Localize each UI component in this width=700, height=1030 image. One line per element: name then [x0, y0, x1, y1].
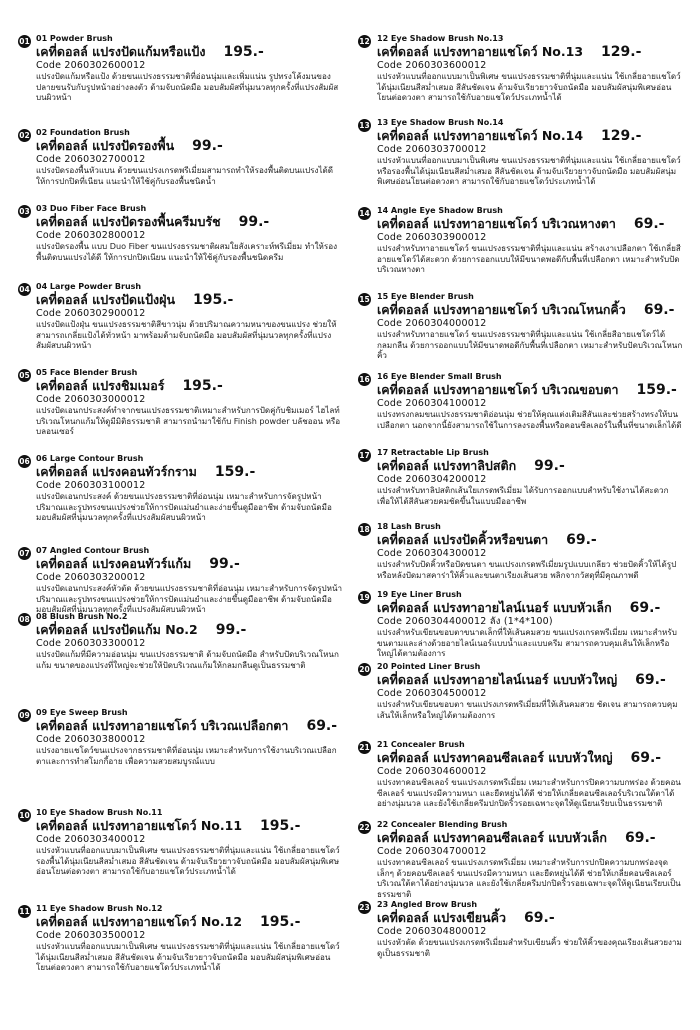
product-code: Code 2060302700012: [36, 154, 146, 165]
product-english-name: 11 Eye Shadow Brush No.12: [36, 904, 163, 913]
product-thai-name: เคที่ดอลล์ แปรงทาอายแชโดว์ No.13: [377, 44, 584, 59]
item-number-badge: 05: [19, 371, 30, 380]
product-item: [358, 206, 684, 275]
product-title-row: [36, 818, 343, 834]
product-code: Code 2060304700012: [377, 846, 487, 857]
product-title-row: [377, 382, 684, 398]
product-description: แปรงอายแชโดว์ขนแปรงจากธรรมชาติที่อ่อนนุ่ม เหมาะสำหรับการใช้งานบริเวณเปลือกตาและการทำสโมกกี้อาย เพื่อความสวยสมบูรณ์แบบ: [36, 745, 337, 766]
item-number-badge: 10: [19, 811, 30, 820]
product-price: 69.-: [643, 302, 675, 318]
product-thai-name: เคที่ดอลล์ แปรงทาอายแชโดว์ No.12: [36, 914, 243, 929]
product-code: Code 2060303800012: [36, 734, 146, 745]
item-number-badge: 08: [19, 615, 30, 624]
product-body: [377, 34, 684, 103]
product-thai-name: เคที่ดอลล์ แปรงทาอายแชโดว์ บริเวณโหนกคิ้ว: [377, 302, 626, 317]
product-price: 69.-: [524, 910, 555, 926]
product-english-name: 14 Angle Eye Shadow Brush: [377, 206, 503, 215]
product-body: [36, 708, 343, 766]
item-number-badge: 01: [19, 37, 30, 46]
product-code: Code 2060302600012: [36, 60, 146, 71]
product-code: Code 2060304000012: [377, 318, 487, 329]
product-title-row: [36, 622, 343, 638]
product-body: [377, 292, 684, 361]
product-price: 69.-: [630, 750, 662, 766]
product-code: Code 2060303000012: [36, 394, 146, 405]
product-description: แปรงปัดเอนกประสงค์หัวตัด ด้วยขนแปรงธรรมชาติที่อ่อนนุ่ม เหมาะสำหรับการจัดรูปหน้า ปริมาณและรูปทรงขนแปรงช่วยให้การปัดแม่นยำและง่ายขึ้นดูมืออาชีพ ด้ามจับถนัดมือ มอบสัมผัสที่นุ่มนวลทุกครั้งที่แปรงสัมผัสบนผิวหน้า: [36, 583, 343, 615]
product-code: Code 2060303500012: [36, 930, 146, 941]
product-title-row: [377, 672, 684, 688]
item-number-badge: 14: [359, 209, 370, 218]
item-number-badge: 21: [359, 743, 370, 752]
product-title-row: [377, 458, 684, 474]
product-title-row: [36, 556, 343, 572]
product-title-row: [36, 138, 343, 154]
item-number-badge: 06: [19, 457, 30, 466]
product-item: [358, 900, 684, 958]
product-description: แปรงปัดแก้มที่มีความอ่อนนุ่ม ขนแปรงธรรมชาติ ด้ามจับถนัดมือ สำหรับปัดบริเวณโหนกแก้ม ขนาดของแปรงที่ใหญ่จะช่วยให้ปัดบริเวณแก้มให้กลมกลืนดูเป็นธรรมชาติ: [36, 649, 339, 670]
product-price: 159.-: [214, 464, 256, 480]
product-price: 69.-: [306, 718, 338, 734]
product-title-row: [36, 464, 343, 480]
product-english-name: 05 Face Blender Brush: [36, 368, 138, 377]
product-english-name: 07 Angled Contour Brush: [36, 546, 150, 555]
product-code: Code 2060304500012: [377, 688, 487, 699]
product-thai-name: เคที่ดอลล์ แปรงคอนทัวร์แก้ม: [36, 556, 192, 571]
product-thai-name: เคที่ดอลล์ แปรงทาลิปสติก: [377, 458, 517, 473]
product-item: [358, 448, 684, 506]
product-description: แปรงสำหรับเขียนขอบตา ขนแปรงเกรดพรีเมี่ยมที่ให้เส้นคมสวย ชัดเจน สามารถควบคุมเส้นให้เล็กหรือใหญ่ได้ตามต้องการ: [377, 699, 678, 720]
product-description: แปรงสำหรับทาลิปสติกเส้นใยเกรดพรีเมี่ยม ได้รับการออกแบบสำหรับใช้งานได้สะดวก เพื่อให้ได้สีสันสวยคมชัดขึ้นในแบบมืออาชีพ: [377, 485, 669, 506]
product-code: Code 2060304400012 ลัง (1*4*100): [377, 616, 553, 627]
product-thai-name: เคที่ดอลล์ แปรงปัดรองพื้น: [36, 138, 175, 153]
product-thai-name: เคที่ดอลล์ แปรงทาอายไลน์เนอร์ แบบหัวใหญ่: [377, 672, 618, 687]
product-price: 99.-: [215, 622, 247, 638]
product-english-name: 16 Eye Blender Small Brush: [377, 372, 502, 381]
product-thai-name: เคที่ดอลล์ แปรงปัดแป้งฝุ่น: [36, 292, 175, 307]
product-item: [358, 740, 684, 809]
product-item: [358, 292, 684, 361]
product-english-name: 01 Powder Brush: [36, 34, 113, 43]
product-thai-name: เคที่ดอลล์ แปรงทาอายแชโดว์ บริเวณเปลือกตา: [36, 718, 289, 733]
product-price: 99.-: [209, 556, 240, 572]
item-number-badge: 22: [359, 823, 370, 832]
product-title-row: [377, 910, 684, 926]
product-item: [18, 282, 343, 351]
product-item: [358, 118, 684, 187]
product-title-row: [377, 302, 684, 318]
product-item: [358, 590, 684, 659]
product-price: 69.-: [566, 532, 597, 548]
product-price: 195.-: [260, 914, 301, 930]
product-body: [377, 662, 684, 720]
product-body: [377, 820, 684, 899]
item-number-badge: 18: [359, 525, 370, 534]
product-description: แปรงสำหรับเขียนขอบตาขนาดเล็กที่ให้เส้นคมสวย ขนแปรงเกรดพรีเมี่ยม เหมาะสำหรับขนตามและล่างด้วยอายไลน์เนอร์แบบน้ำและแบบครีม สามารถควบคุมเส้นให้เล็กหรือใหญ่ได้ตามต้องการ: [377, 627, 677, 659]
product-item: [18, 454, 343, 523]
product-title-row: [377, 44, 684, 60]
product-price: 129.-: [601, 44, 642, 60]
product-price: 69.-: [633, 216, 665, 232]
product-description: แปรงปัดรองพื้น แบบ Duo Fiber ขนแปรงธรรมชาติผสมใยสังเคราะห์พรีเมี่ยม ทำให้รองพื้นติดบนแปรงได้ดี ให้การปกปิดเนียน แนะนำให้ใช้คู่กับรองพื้นชนิดครีม: [36, 241, 338, 262]
product-english-name: 20 Pointed Liner Brush: [377, 662, 481, 671]
product-english-name: 22 Concealer Blending Brush: [377, 820, 508, 829]
product-code: Code 2060304200012: [377, 474, 487, 485]
product-body: [36, 368, 343, 437]
product-item: [358, 820, 684, 899]
product-english-name: 17 Retractable Lip Brush: [377, 448, 489, 457]
product-body: [36, 904, 343, 973]
item-number-badge: 13: [359, 121, 370, 130]
product-english-name: 08 Blush Brush No.2: [36, 612, 128, 621]
product-thai-name: เคที่ดอลล์ แปรงเขียนคิ้ว: [377, 910, 507, 925]
product-price: 195.-: [223, 44, 264, 60]
product-english-name: 10 Eye Shadow Brush No.11: [36, 808, 163, 817]
product-body: [36, 204, 343, 262]
product-body: [377, 590, 684, 659]
product-price: 195.-: [182, 378, 223, 394]
product-description: แปรงปัดแก้มหรือแป้ง ด้วยขนแปรงธรรมชาติที่อ่อนนุ่มและเพิ่มแน่น รูปทรงโค้งมนของปลายขนรับกับรูปหน้าอย่างลงตัว ด้ามจับถนัดมือ มอบสัมผัสที่นุ่มนวลทุกครั้งที่แปรงสัมผัสบนผิวหน้า: [36, 71, 339, 103]
item-number-badge: 17: [359, 451, 370, 460]
product-title-row: [377, 600, 684, 616]
product-thai-name: เคที่ดอลล์ แปรงทาอายแชโดว์ No.14: [377, 128, 584, 143]
item-number-badge: 15: [359, 295, 370, 304]
product-title-row: [377, 216, 684, 232]
item-number-badge: 16: [359, 375, 370, 384]
product-description: แปรงหัวแบนที่ออกแบบมาเป็นพิเศษ ขนแปรงธรรมชาติที่นุ่มและแน่น ใช้เกลี่ยอายแชโดว์หรือรองพื้นได้นุ่มเนียนสีสม่ำเสมอ สีสันชัดเจน ด้ามจับเรียวยาวจับถนัดมือ มอบสัมผัสนุ่มพิเศษอ่อนโยนต่อดวงตา สามารถใช้กับอายแชโดว์ประเภทน้ำได้: [377, 155, 681, 187]
product-english-name: 02 Foundation Brush: [36, 128, 130, 137]
product-description: แปรงสำหรับปัดคิ้วหรือปัดขนตา ขนแปรงเกรดพรีเมี่ยมรูปแบบเกลียว ช่วยปัดคิ้วให้ได้รูปหรือหลังปัดมาสคาร่าให้คิ้วและขนตาเรียงเส้นสวย พลิกจากวัสดุที่มีคุณภาพดี: [377, 559, 677, 580]
product-description: แปรงปัดแป้งฝุ่น ขนแปรงธรรมชาติสีขาวนุ่ม ด้วยปริมาณความหนาของขนแปรง ช่วยให้สามารถเกลี่ยแป้งได้ทั่วหน้า มาพร้อมด้ามจับถนัดมือ มอบสัมผัสที่นุ่มนวลทุกครั้งที่แปรงสัมผัสบนผิวหน้า: [36, 319, 337, 351]
product-code: Code 2060304600012: [377, 766, 487, 777]
product-thai-name: เคที่ดอลล์ แปรงคอนทัวร์กราม: [36, 464, 197, 479]
item-number-badge: 03: [19, 207, 30, 216]
product-body: [377, 900, 684, 958]
product-body: [36, 282, 343, 351]
product-body: [36, 612, 343, 670]
product-body: [36, 34, 343, 103]
product-english-name: 21 Concealer Brush: [377, 740, 465, 749]
item-number-badge: 07: [19, 549, 30, 558]
product-item: [18, 612, 343, 670]
product-body: [377, 372, 684, 430]
product-code: Code 2060302800012: [36, 230, 146, 241]
product-body: [377, 206, 684, 275]
product-code: Code 2060304100012: [377, 398, 487, 409]
product-price: 129.-: [601, 128, 642, 144]
product-price: 195.-: [260, 818, 301, 834]
product-title-row: [377, 750, 684, 766]
product-english-name: 06 Large Contour Brush: [36, 454, 144, 463]
item-number-badge: 02: [19, 131, 30, 140]
product-item: [18, 808, 343, 877]
product-body: [36, 128, 343, 186]
product-item: [18, 128, 343, 186]
product-english-name: 03 Duo Fiber Face Brush: [36, 204, 147, 213]
product-price: 69.-: [635, 672, 666, 688]
product-title-row: [36, 44, 343, 60]
product-code: Code 2060303100012: [36, 480, 146, 491]
product-thai-name: เคที่ดอลล์ แปรงปัดรองพื้นครีมบรัช: [36, 214, 221, 229]
product-title-row: [377, 830, 684, 846]
product-description: แปรงหัวตัด ด้วยขนแปรงเกรดพรีเมี่ยมสำหรับเขียนคิ้ว ช่วยให้คิ้วของคุณเรียงเส้นสวยงามดูเป็นธรรมชาติ: [377, 937, 682, 958]
product-description: แปรงหัวแบนที่ออกแบบมาเป็นพิเศษ ขนแปรงธรรมชาติที่นุ่มและแน่น ใช้เกลี่ยอายแชโดว์ได้นุ่มเนียนสีสม่ำเสมอ สีสันชัดเจน ด้ามจับเรียวยาวจับถนัดมือ มอบสัมผัสนุ่มพิเศษอ่อนโยนต่อดวงตา สามารถใช้กับอายแชโดว์ประเภทน้ำได้: [377, 71, 681, 103]
item-number-badge: 12: [359, 37, 370, 46]
product-thai-name: เคที่ดอลล์ แปรงปัดแก้มหรือแป้ง: [36, 44, 206, 59]
product-item: [18, 34, 343, 103]
product-description: แปรงทาคอนซีลเลอร์ ขนแปรงเกรดพรีเมี่ยม เหมาะสำหรับการปิดความบกพร่อง ด้วยคอนซีลเลอร์ ขนแปรงมีความหนา และยืดหยุ่นได้ดี ช่วยให้เกลี่ยคอนซีลเลอร์บริเวณใต้ตาได้อย่างนุ่มนวล และยังใช้เกลี่ยครีมปกปิดริ้วรอยเฉพาะจุดให้ดูเนียนเรียบเป็นธรรมชาติ: [377, 777, 681, 809]
product-price: 195.-: [193, 292, 234, 308]
product-price: 99.-: [238, 214, 270, 230]
product-english-name: 18 Lash Brush: [377, 522, 441, 531]
product-item: [358, 662, 684, 720]
product-description: แปรงหัวแบนที่ออกแบบมาเป็นพิเศษ ขนแปรงธรรมชาติที่นุ่มและแน่น ใช้เกลี่ยอายแชโดว์ได้นุ่มเนียนสีสม่ำเสมอ สีสันชัดเจน ด้ามจับเรียวยาวจับถนัดมือ มอบสัมผัสนุ่มพิเศษอ่อนโยนต่อดวงตา สามารถใช้กับอายแชโดว์ประเภทน้ำได้: [36, 941, 340, 973]
product-item: [18, 368, 343, 437]
item-number-badge: 23: [359, 903, 370, 912]
product-english-name: 04 Large Powder Brush: [36, 282, 142, 291]
product-description: แปรงทรงกลมขนแปรงธรรมชาติอ่อนนุ่ม ช่วยให้คุณแต่งเติมสีสันและช่วยสร้างทรงให้บนเปลือกตา นอกจากนี้ยังสามารถใช้ในการลงรองพื้นหรือคอนซีลเลอร์ในพื้นที่ขนาดเล็กได้ดี: [377, 409, 682, 430]
item-number-badge: 20: [359, 665, 370, 674]
product-description: แปรงปัดเอนกประสงค์ ด้วยขนแปรงธรรมชาติที่อ่อนนุ่ม เหมาะสำหรับการจัดรูปหน้า ปริมาณและรูปทรงขนแปรงช่วยให้การปัดแม่นยำและง่ายขึ้นดูมืออาชีพ ด้ามจับถนัดมือ มอบสัมผัสที่นุ่มนวลทุกครั้งที่แปรงสัมผัสบนผิวหน้า: [36, 491, 332, 523]
product-description: แปรงปัดเอนกประสงค์ทำจากขนแปรงธรรมชาติเหมาะสำหรับการปัดคู่กับชิมเมอร์ ไฮไลท์ บริเวณโหนกแก้มให้ดูมีมิติธรรมชาติ สามารถนำมาใช้กับ Finish powder บลัชออน หรือ บลอนเซอร์: [36, 405, 341, 437]
product-item: [358, 372, 684, 430]
product-body: [377, 522, 684, 580]
product-english-name: 19 Eye Liner Brush: [377, 590, 462, 599]
product-code: Code 2060303700012: [377, 144, 487, 155]
product-english-name: 13 Eye Shadow Brush No.14: [377, 118, 504, 127]
product-thai-name: เคที่ดอลล์ แปรงทาอายแชโดว์ บริเวณขอบตา: [377, 382, 619, 397]
product-english-name: 09 Eye Sweep Brush: [36, 708, 128, 717]
product-code: Code 2060303900012: [377, 232, 487, 243]
product-description: แปรงสำหรับทาอายแชโดว์ ขนแปรงธรรมชาติที่นุ่มและแน่น ใช้เกลี่ยสีอายแชโดว์ได้กลมกลืน ด้วยการออกแบบให้มีขนาดพอดีกับพื้นที่เปลือกตา เหมาะสำหรับปัดบริเวณโหนกคิ้ว: [377, 329, 683, 361]
product-price: 99.-: [192, 138, 223, 154]
product-item: [18, 904, 343, 973]
product-thai-name: เคที่ดอลล์ แปรงปัดคิ้วหรือขนตา: [377, 532, 549, 547]
product-code: Code 2060303600012: [377, 60, 487, 71]
product-title-row: [36, 914, 343, 930]
product-item: [18, 546, 343, 615]
product-title-row: [36, 378, 343, 394]
product-thai-name: เคที่ดอลล์ แปรงชิมเมอร์: [36, 378, 165, 393]
item-number-badge: 09: [19, 711, 30, 720]
product-thai-name: เคที่ดอลล์ แปรงทาอายแชโดว์ บริเวณหางตา: [377, 216, 616, 231]
product-body: [377, 448, 684, 506]
product-title-row: [36, 718, 343, 734]
product-title-row: [36, 214, 343, 230]
product-title-row: [36, 292, 343, 308]
product-code: Code 2060303200012: [36, 572, 146, 583]
product-thai-name: เคที่ดอลล์ แปรงทาคอนซีลเลอร์ แบบหัวเล็ก: [377, 830, 607, 845]
product-thai-name: เคที่ดอลล์ แปรงปัดแก้ม No.2: [36, 622, 198, 637]
product-description: แปรงหัวแบนที่ออกแบบมาเป็นพิเศษ ขนแปรงธรรมชาติที่นุ่มและแน่น ใช้เกลี่ยอายแชโดว์รองพื้นได้นุ่มเนียนสีสม่ำเสมอ สีสันชัดเจน ด้ามจับเรียวยาวจับถนัดมือ มอบสัมผัสนุ่มพิเศษอ่อนโยนต่อดวงตา สามารถใช้กับอายแชโดว์ประเภทน้ำได้: [36, 845, 340, 877]
product-title-row: [377, 532, 684, 548]
product-description: แปรงปัดรองพื้นหัวแบน ด้วยขนแปรงเกรดพรีเมี่ยมสามารถทำให้รองพื้นติดบนแปรงได้ดี ให้การปกปิดที่เนียน แนะนำให้ใช้คู่กับรองพื้นชนิดน้ำ: [36, 165, 334, 186]
product-code: Code 2060304800012: [377, 926, 487, 937]
product-body: [36, 808, 343, 877]
product-item: [358, 34, 684, 103]
item-number-badge: 11: [19, 907, 30, 916]
product-english-name: 15 Eye Blender Brush: [377, 292, 474, 301]
product-english-name: 23 Angled Brow Brush: [377, 900, 478, 909]
product-item: [18, 708, 343, 766]
product-title-row: [377, 128, 684, 144]
product-body: [36, 546, 343, 615]
product-body: [377, 740, 684, 809]
product-english-name: 12 Eye Shadow Brush No.13: [377, 34, 504, 43]
product-price: 69.-: [625, 830, 656, 846]
product-description: แปรงสำหรับทาอายแชโดว์ ขนแปรงธรรมชาติที่นุ่มและแน่น สร้างเงาเปลือกตา ใช้เกลี่ยสีอายแชโดว์ได้สะดวก ด้วยการออกแบบให้มีขนาดพอดีกับพื้นที่เปลือกตา เหมาะสำหรับปัดบริเวณหางตา: [377, 243, 681, 275]
product-thai-name: เคที่ดอลล์ แปรงทาอายแชโดว์ No.11: [36, 818, 243, 833]
product-body: [377, 118, 684, 187]
item-number-badge: 19: [359, 593, 370, 602]
product-item: [18, 204, 343, 262]
product-thai-name: เคที่ดอลล์ แปรงทาคอนซีลเลอร์ แบบหัวใหญ่: [377, 750, 613, 765]
product-code: Code 2060302900012: [36, 308, 146, 319]
product-thai-name: เคที่ดอลล์ แปรงทาอายไลน์เนอร์ แบบหัวเล็ก: [377, 600, 612, 615]
product-body: [36, 454, 343, 523]
product-item: [358, 522, 684, 580]
product-price: 159.-: [636, 382, 677, 398]
product-price: 69.-: [629, 600, 661, 616]
product-description: แปรงทาคอนซีลเลอร์ ขนแปรงเกรดพรีเมี่ยม เหมาะสำหรับการปกปิดความบกพร่องจุดเล็กๆ ด้วยคอนซีลเลอร์ ขนแปรงมีความหนา และยืดหยุ่นได้ดี ช่วยให้เกลี่ยคอนซีลเลอร์บริเวณใต้ตาได้อย่างนุ่มนวล และยังใช้เกลี่ยครีมปกปิดริ้วรอยเฉพาะจุดให้ดูเนียนเรียบเป็นธรรมชาติ: [377, 857, 681, 899]
product-price: 99.-: [534, 458, 565, 474]
item-number-badge: 04: [19, 285, 30, 294]
product-code: Code 2060303300012: [36, 638, 146, 649]
product-code: Code 2060303400012: [36, 834, 146, 845]
product-code: Code 2060304300012: [377, 548, 487, 559]
